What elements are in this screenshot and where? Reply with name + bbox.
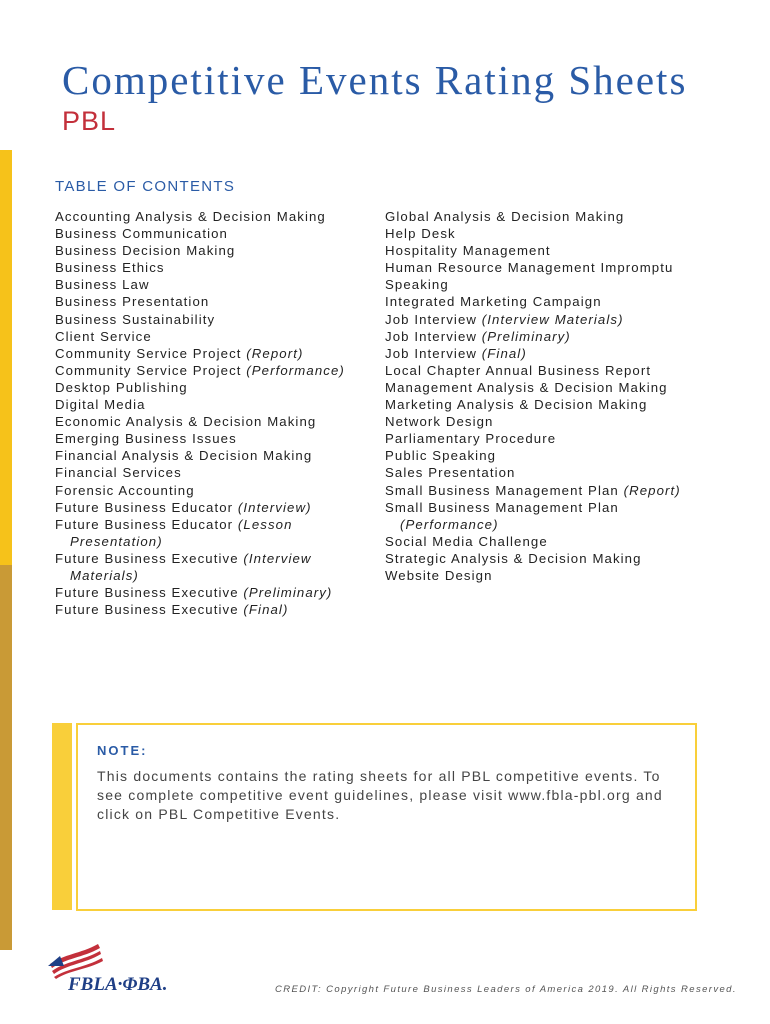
toc-item[interactable]: Marketing Analysis & Decision Making — [385, 397, 648, 413]
toc-item[interactable]: Job Interview (Final) — [385, 345, 527, 361]
toc-item[interactable]: Management Analysis & Decision Making — [385, 379, 668, 395]
toc-item[interactable]: Business Presentation — [55, 294, 210, 310]
toc-item[interactable]: Sales Presentation — [385, 465, 516, 481]
toc-item[interactable]: Local Chapter Annual Business Report — [385, 362, 652, 378]
page-title: Competitive Events Rating Sheets — [62, 57, 688, 103]
toc-item[interactable]: Business Decision Making — [55, 243, 236, 259]
toc-right-column — [385, 208, 715, 584]
toc-item[interactable]: Network Design — [385, 414, 494, 430]
toc-item[interactable]: Desktop Publishing — [55, 379, 188, 395]
toc-item[interactable]: Accounting Analysis & Decision Making — [55, 209, 326, 224]
toc-item[interactable]: Social Media Challenge — [385, 533, 548, 549]
toc-item[interactable]: Help Desk — [385, 226, 456, 242]
toc-item[interactable]: Small Business Management Plan (Report) — [385, 482, 681, 498]
side-accent-bar — [0, 150, 12, 950]
toc-item[interactable]: Public Speaking — [385, 448, 497, 464]
toc-item[interactable]: Business Sustainability — [55, 311, 216, 327]
toc-item[interactable]: Future Business Executive (Preliminary) — [55, 585, 333, 601]
toc-item[interactable]: Digital Media — [55, 397, 146, 413]
toc-item[interactable]: Financial Analysis & Decision Making — [55, 448, 313, 464]
fbla-logo — [46, 942, 176, 998]
toc-item[interactable]: Job Interview (Preliminary) — [385, 328, 571, 344]
toc-item[interactable]: Small Business Management Plan (Performance) — [385, 499, 619, 532]
note-text: This documents contains the rating sheets for all PBL competitive events. To see complete competitive event guidelines, please visit www.fbla-pbl.org and click on PBL Competitive Events. — [97, 768, 663, 822]
toc-item[interactable]: Future Business Executive (Interview Materials) — [55, 550, 312, 583]
toc-item[interactable]: Business Ethics — [55, 260, 165, 276]
toc-item[interactable]: Future Business Educator (Interview) — [55, 499, 312, 515]
note-box — [76, 723, 697, 911]
logo-text: FBLA·ΦBA. — [68, 974, 168, 995]
toc-item[interactable]: Parliamentary Procedure — [385, 431, 557, 447]
toc-item[interactable]: Client Service — [55, 328, 152, 344]
toc-item[interactable]: Hospitality Management — [385, 243, 551, 259]
toc-item[interactable]: Strategic Analysis & Decision Making — [385, 550, 642, 566]
toc-item[interactable]: Future Business Educator (Lesson Presentation) — [55, 516, 293, 549]
note-title: NOTE: — [97, 743, 148, 758]
toc-item[interactable]: Emerging Business Issues — [55, 431, 237, 447]
toc-item[interactable]: Human Resource Management Impromptu Speaking — [385, 260, 674, 293]
toc-heading: TABLE OF CONTENTS — [55, 178, 236, 195]
page-subtitle: PBL — [62, 106, 117, 136]
toc-item[interactable]: Business Communication — [55, 226, 228, 242]
toc-item[interactable]: Business Law — [55, 277, 150, 293]
toc-item[interactable]: Global Analysis & Decision Making — [385, 209, 625, 224]
toc-item[interactable]: Integrated Marketing Campaign — [385, 294, 602, 310]
toc-item[interactable]: Community Service Project (Performance) — [55, 362, 345, 378]
toc-left-column — [55, 208, 375, 618]
toc-item[interactable]: Community Service Project (Report) — [55, 345, 304, 361]
toc-item[interactable]: Website Design — [385, 567, 493, 583]
toc-item[interactable]: Economic Analysis & Decision Making — [55, 414, 317, 430]
toc-item[interactable]: Job Interview (Interview Materials) — [385, 311, 624, 327]
toc-item[interactable]: Financial Services — [55, 465, 182, 481]
note-accent-tab — [52, 723, 72, 910]
toc-item[interactable]: Forensic Accounting — [55, 482, 195, 498]
toc-item[interactable]: Future Business Executive (Final) — [55, 602, 289, 618]
footer-credit: CREDIT: Copyright Future Business Leaders of America 2019. All Rights Reserved. — [275, 984, 737, 995]
